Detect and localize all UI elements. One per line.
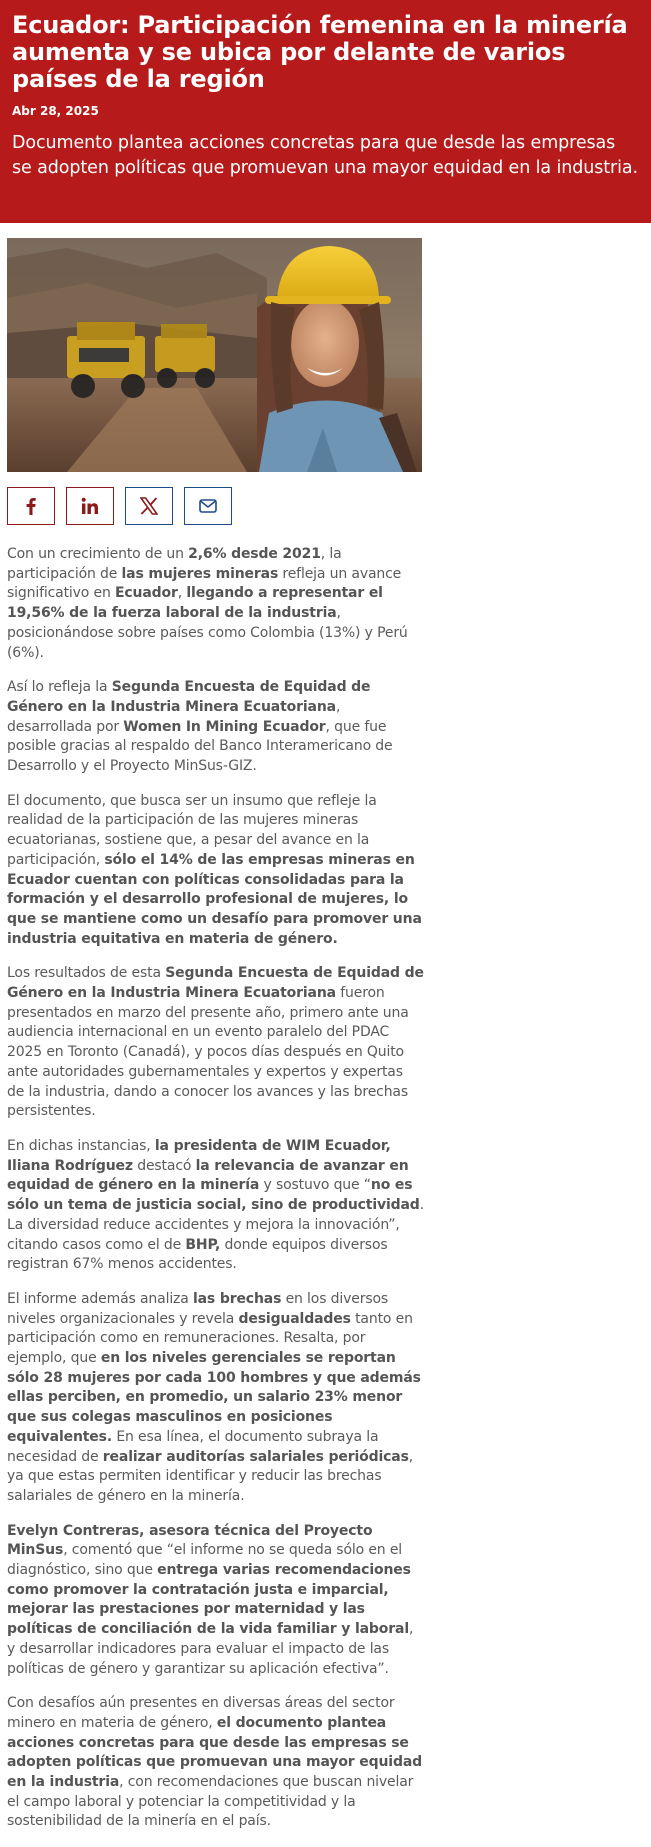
x-share-button[interactable] [125, 487, 173, 525]
paragraph-5: En dichas instancias, la presidenta de WIM Ecuador, Iliana Rodríguez destacó la relevancia de avanzar en equidad de género en la minería y sostuvo que “no es sólo un tema de justicia social, sino de productividad. La diversidad reduce accidentes y mejora la innovación”, citando casos como el de BHP, donde equipos diversos registran 67% menos accidentes. [7, 1137, 424, 1273]
paragraph-4: Los resultados de esta Segunda Encuesta de Equidad de Género en la Industria Minera Ecuatoriana fueron presentados en marzo del presente año, primero ante una audiencia internacional en un evento paralelo del PDAC 2025 en Toronto (Canadá), y pocos días después en Quito ante autoridades gubernamentales y expertos y expertas de la industria, dando a conocer los avances y las brechas persistentes. [7, 965, 424, 1120]
hero-image [7, 238, 422, 472]
paragraph-6: El informe además analiza las brechas en los diversos niveles organizacionales y revela desigualdades tanto en participación como en remuneraciones. Resalta, por ejemplo, que en los niveles gerenciales se reportan sólo 28 mujeres por cada 100 hombres y que además ellas perciben, en promedio, un salario 23% menor que sus colegas masculinos en posiciones equivalentes. En esa línea, el documento subraya la necesidad de realizar auditorías salariales periódicas, ya que estas permiten identificar y reducir las brechas salariales de género en la minería. [7, 1290, 421, 1504]
facebook-icon [23, 497, 39, 515]
facebook-share-button[interactable] [7, 487, 55, 525]
paragraph-3: El documento, que busca ser un insumo que refleje la realidad de la participación de las mujeres mineras ecuatorianas, sostiene que, a pesar del avance en la participación, sólo el 14% de las empresas mineras en Ecuador cuentan con políticas consolidadas para la formación y el desarrollo profesional de mujeres, lo que se mantiene como un desafío para promover una industria equitativa en materia de género. [7, 792, 422, 947]
paragraph-7: Evelyn Contreras, asesora técnica del Proyecto MinSus, comentó que “el informe no se queda sólo en el diagnóstico, sino que entrega varias recomendaciones como promover la contratación justa e imparcial, mejorar las prestaciones por maternidad y las políticas de conciliación de la vida familiar y laboral, y desarrollar indicadores para evaluar el impacto de las políticas de género y garantizar su aplicación efectiva”. [7, 1522, 414, 1677]
envelope-icon [199, 499, 217, 513]
email-share-button[interactable] [184, 487, 232, 525]
paragraph-1: Con un crecimiento de un 2,6% desde 2021, la participación de las mujeres mineras refleja un avance significativo en Ecuador, llegando a representar el 19,56% de la fuerza laboral de la industria, posicionándose sobre países como Colombia (13%) y Perú (6%). [7, 546, 408, 661]
article-body [7, 545, 424, 1847]
paragraph-2: Así lo refleja la Segunda Encuesta de Equidad de Género en la Industria Minera Ecuatoriana, desarrollada por Women In Mining Ecuador, que fue posible gracias al respaldo del Banco Interamericano de Desarrollo y el Proyecto MinSus-GIZ. [7, 679, 393, 775]
article-title: Ecuador: Participación femenina en la minería aumenta y se ubica por delante de varios países de la región [12, 11, 628, 93]
linkedin-icon [81, 497, 99, 515]
article-header [0, 0, 651, 223]
article-date: Abr 28, 2025 [12, 104, 99, 118]
article-subtitle: Documento plantea acciones concretas para que desde las empresas se adopten políticas que promuevan una mayor equidad en la industria. [12, 133, 638, 178]
x-icon [140, 497, 158, 515]
linkedin-share-button[interactable] [66, 487, 114, 525]
paragraph-8: Con desafíos aún presentes en diversas áreas del sector minero en materia de género, el documento plantea acciones concretas para que desde las empresas se adopten políticas que promuevan una mayor equidad en la industria, con recomendaciones que buscan nivelar el campo laboral y potenciar la competitividad y la sostenibilidad de la minería en el país. [7, 1695, 422, 1830]
